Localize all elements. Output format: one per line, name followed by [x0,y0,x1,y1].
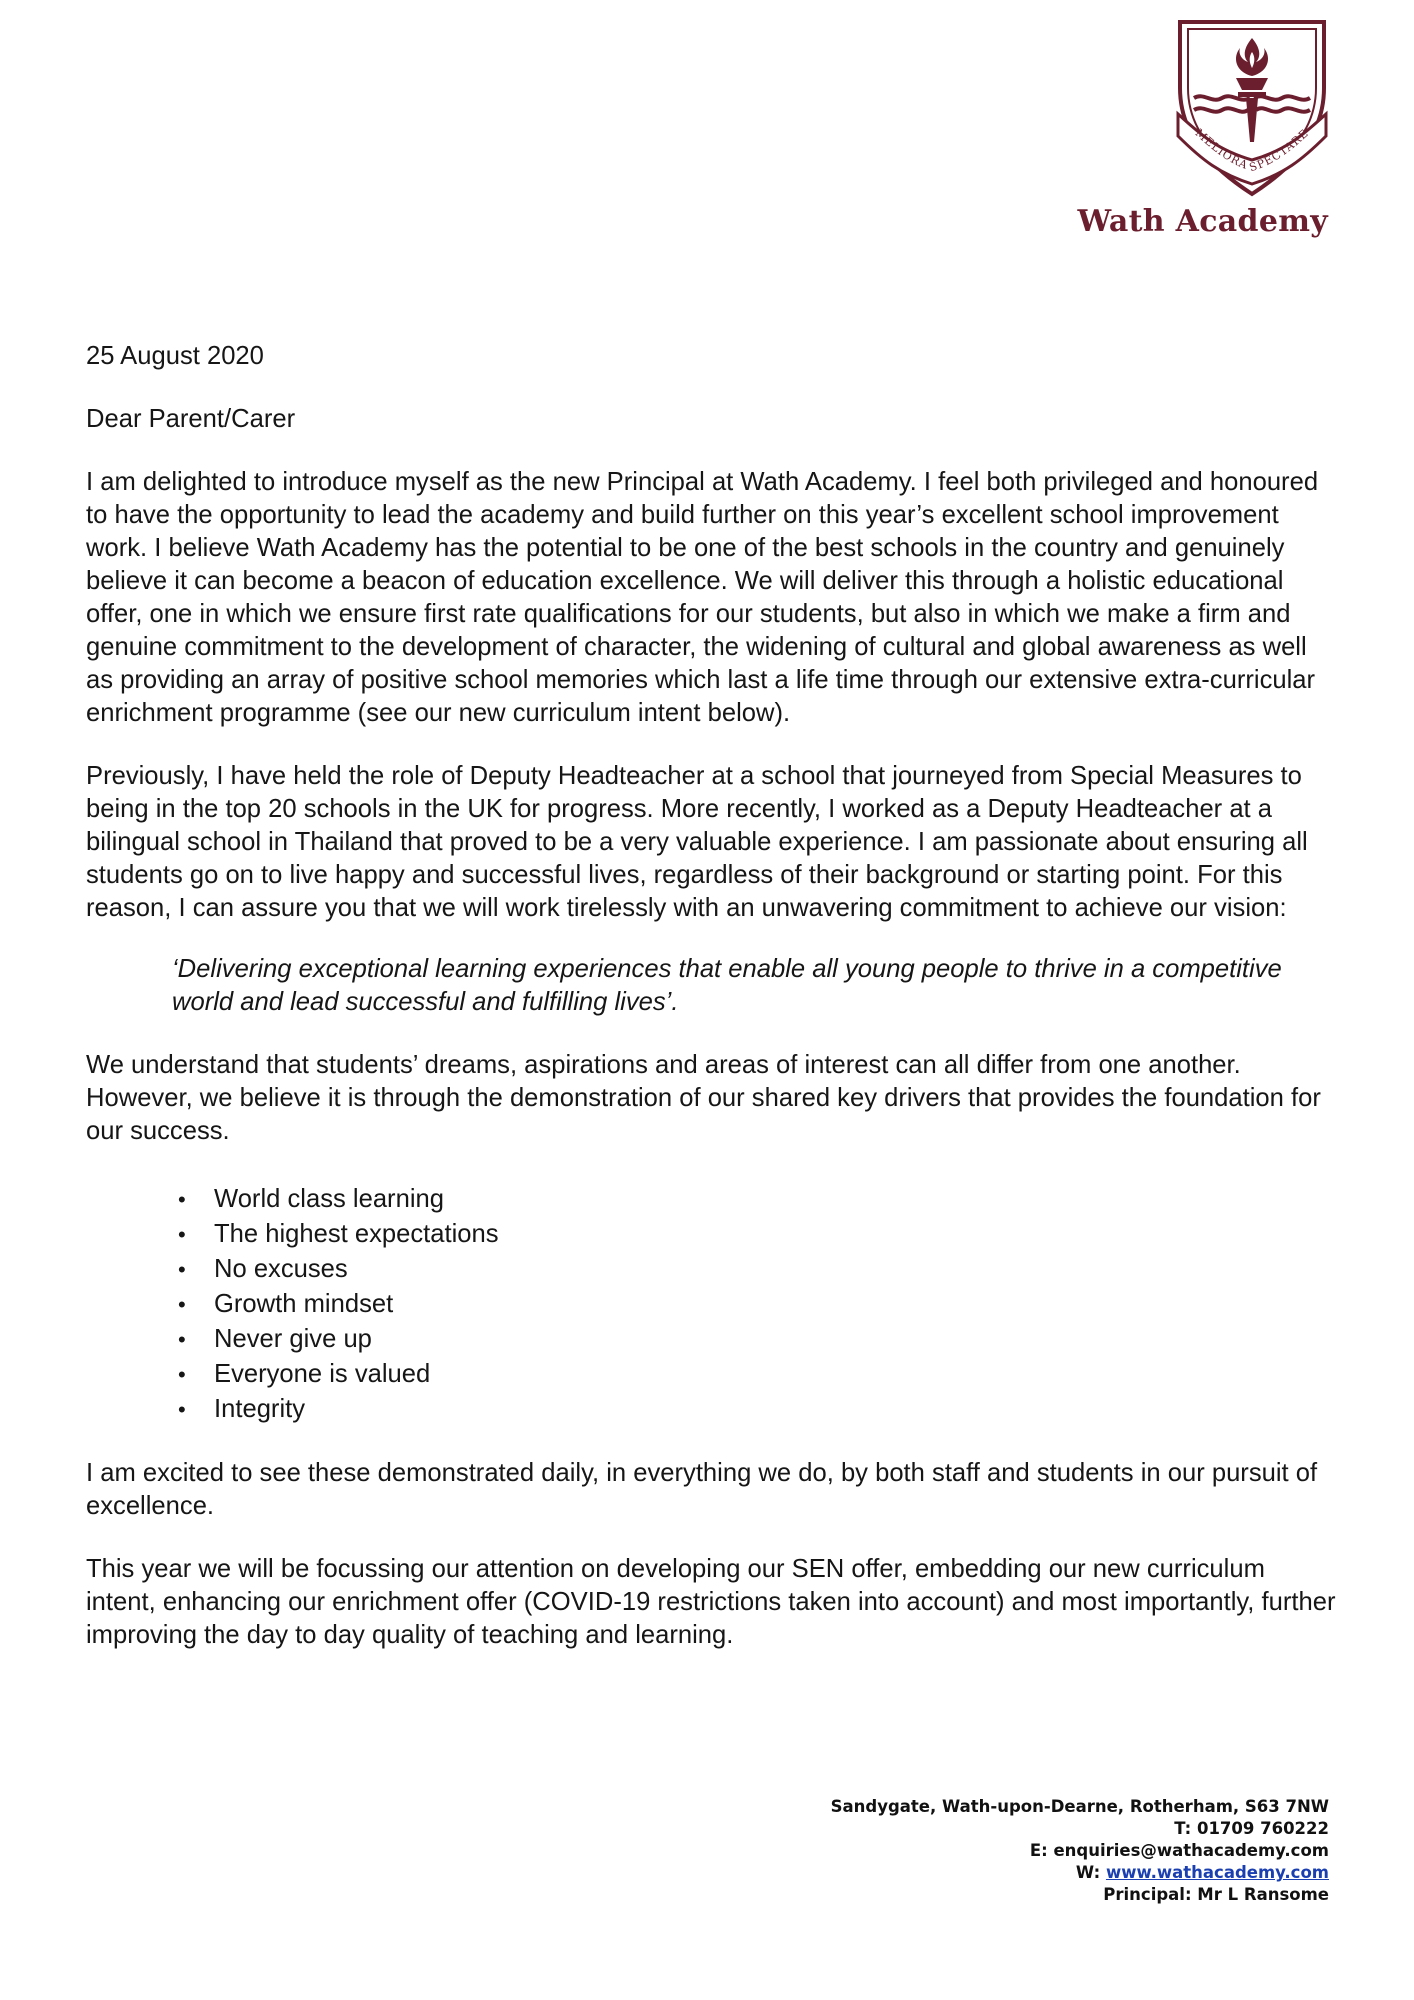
list-item [86,1322,1336,1357]
school-website [831,1862,1329,1884]
list-item [86,1357,1336,1392]
list-item [86,1392,1336,1427]
bullet-icon: • [178,1257,186,1282]
bullet-icon: • [178,1327,186,1352]
bullet-icon: • [178,1187,186,1212]
list-item-label: Growth mindset [214,1290,394,1318]
list-item [86,1252,1336,1287]
crest-motto: MELIORA SPECTARE [1192,126,1312,175]
letter-body [86,340,1336,1652]
school-crest-logo [1172,18,1332,204]
paragraph-introduction: I am delighted to introduce myself as the new Principal at Wath Academy. I feel both privileged and honoured to have the opportunity to lead the academy and build further on this year’s excellent school improvement work. I believe Wath Academy has the potential to be one of the best schools in the country and genuinely believe it can become a beacon of education excellence. We will deliver this through a holistic educational offer, one in which we ensure first rate qualifications for our students, but also in which we make a firm and genuine commitment to the development of character, the widening of cultural and global awareness as well as providing an array of positive school memories which last a life time through our extensive extra-curricular enrichment programme (see our new curriculum intent below). [86,468,1319,727]
salutation: Dear Parent/Carer [86,405,296,433]
paragraph-key-drivers-intro: We understand that students’ dreams, aspirations and areas of interest can all differ from one another. However, we believe it is through the demonstration of our shared key drivers that provides the foundation for our success. [86,1051,1321,1145]
list-item-label: Everyone is valued [214,1360,431,1388]
bullet-icon: • [178,1362,186,1387]
key-drivers-list [86,1182,1336,1427]
bullet-icon: • [178,1397,186,1422]
website-label: W: [1075,1863,1106,1882]
bullet-icon: • [178,1292,186,1317]
school-email: E: enquiries@wathacademy.com [1029,1841,1329,1860]
principal-name: Principal: Mr L Ransome [1103,1885,1329,1904]
list-item [86,1287,1336,1322]
list-item-label: Never give up [214,1325,372,1353]
list-item [86,1217,1336,1252]
list-item-label: Integrity [214,1395,306,1423]
bullet-icon: • [178,1222,186,1247]
contact-footer [831,1796,1329,1906]
school-address: Sandygate, Wath-upon-Dearne, Rotherham, S63 7NW [830,1797,1329,1816]
school-phone: T: 01709 760222 [1174,1819,1329,1838]
paragraph-excited: I am excited to see these demonstrated daily, in everything we do, by both staff and students in our pursuit of excellence. [86,1459,1318,1520]
list-item-label: The highest expectations [214,1220,499,1248]
vision-quote: ‘Delivering exceptional learning experiences that enable all young people to thrive in a competitive world and lead successful and fulfilling lives’. [172,955,1282,1016]
paragraph-focus: This year we will be focussing our attention on developing our SEN offer, embedding our new curriculum intent, enhancing our enrichment offer (COVID-19 restrictions taken into account) and most importantly, further improving the day to day quality of teaching and learning. [86,1555,1336,1649]
list-item-label: World class learning [214,1185,444,1213]
list-item [86,1182,1336,1217]
paragraph-background: Previously, I have held the role of Deputy Headteacher at a school that journeyed from Special Measures to being in the top 20 schools in the UK for progress. More recently, I worked as a Deputy Headteacher at a bilingual school in Thailand that proved to be a very valuable experience. I am passionate about ensuring all students go on to live happy and successful lives, regardless of their background or starting point. For this reason, I can assure you that we will work tirelessly with an unwavering commitment to achieve our vision: [86,762,1308,922]
letter-date: 25 August 2020 [86,342,264,370]
school-name: Wath Academy [1077,204,1328,239]
website-link[interactable]: www.wathacademy.com [1105,1863,1329,1882]
list-item-label: No excuses [214,1255,348,1283]
